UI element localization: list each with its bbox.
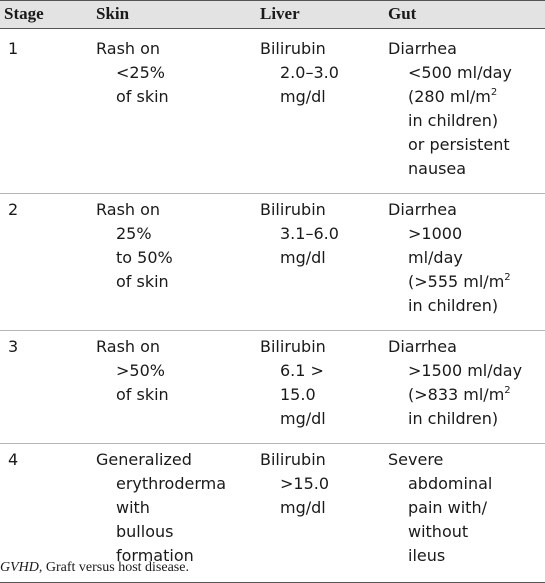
skin-line: bullous	[116, 522, 174, 541]
gut-line	[388, 383, 545, 407]
gut-line: in children)	[408, 409, 499, 428]
header-skin: Skin	[86, 1, 250, 29]
superscript: 2	[490, 86, 498, 98]
gut-line: ileus	[408, 546, 446, 565]
superscript: 2	[504, 384, 511, 396]
gut-line: Severe	[388, 450, 444, 469]
skin-cell	[86, 194, 250, 331]
gut-line-text: (>555 ml/m	[408, 272, 505, 291]
liver-line: Bilirubin	[260, 337, 326, 356]
skin-line: Generalized	[96, 450, 192, 469]
gut-cell	[378, 29, 545, 194]
stage-cell: 1	[0, 29, 86, 194]
table-footnote	[0, 560, 189, 576]
gut-line	[388, 85, 545, 109]
liver-line: Bilirubin	[260, 450, 326, 469]
gut-line: Diarrhea	[388, 337, 457, 356]
header-stage: Stage	[0, 1, 86, 29]
gut-line: abdominal	[408, 474, 493, 493]
skin-line: of skin	[116, 87, 169, 106]
header-gut: Gut	[378, 1, 545, 29]
stage-cell: 3	[0, 331, 86, 444]
liver-line: mg/dl	[280, 87, 326, 106]
liver-cell	[250, 29, 378, 194]
skin-line: erythroderma	[116, 474, 227, 493]
skin-line: Rash on	[96, 337, 161, 356]
skin-line: >50%	[116, 361, 165, 380]
liver-cell	[250, 331, 378, 444]
gut-line: Diarrhea	[388, 200, 457, 219]
skin-line: of skin	[116, 272, 169, 291]
liver-line: >15.0	[280, 474, 330, 493]
skin-line: of skin	[116, 385, 169, 404]
skin-line: Rash on	[96, 200, 161, 219]
gut-line: nausea	[408, 159, 467, 178]
liver-cell	[250, 194, 378, 331]
table-body	[0, 29, 545, 583]
footnote-text: , Graft versus host disease.	[38, 560, 189, 575]
liver-line: 6.1 >	[280, 361, 324, 380]
gut-cell	[378, 194, 545, 331]
skin-line: with	[116, 498, 150, 517]
gut-line	[388, 270, 545, 294]
gut-line: >1500 ml/day	[408, 361, 523, 380]
liver-line: Bilirubin	[260, 200, 326, 219]
liver-cell	[250, 444, 378, 583]
table-row	[0, 194, 545, 331]
gut-line: ml/day	[408, 248, 463, 267]
liver-line: 15.0	[280, 385, 316, 404]
table-row	[0, 331, 545, 444]
gut-line: in children)	[408, 111, 499, 130]
liver-line: 2.0–3.0	[280, 63, 339, 82]
liver-line: Bilirubin	[260, 39, 326, 58]
skin-line: 25%	[116, 224, 152, 243]
liver-line: mg/dl	[280, 248, 326, 267]
superscript: 2	[504, 271, 511, 283]
gut-line-text: (>833 ml/m	[408, 385, 505, 404]
skin-line: formation	[116, 546, 194, 565]
gut-cell	[378, 331, 545, 444]
gut-line: in children)	[408, 296, 499, 315]
skin-cell	[86, 331, 250, 444]
liver-line: mg/dl	[280, 409, 326, 428]
skin-line: to 50%	[116, 248, 173, 267]
gut-line: or persistent	[408, 135, 510, 154]
skin-line: <25%	[116, 63, 165, 82]
gut-line: >1000	[408, 224, 463, 243]
gut-line: pain with/	[408, 498, 487, 517]
header-liver: Liver	[250, 1, 378, 29]
liver-line: mg/dl	[280, 498, 326, 517]
table-row	[0, 29, 545, 194]
footnote-abbreviation: GVHD	[0, 560, 39, 575]
skin-cell	[86, 29, 250, 194]
gut-cell	[378, 444, 545, 583]
header-row	[0, 1, 545, 29]
gut-line: Diarrhea	[388, 39, 457, 58]
gut-line-text: (280 ml/m	[408, 87, 491, 106]
gut-line: without	[408, 522, 469, 541]
liver-line: 3.1–6.0	[280, 224, 339, 243]
table-header	[0, 1, 545, 29]
stage-cell: 4	[0, 444, 86, 583]
stage-cell: 2	[0, 194, 86, 331]
skin-line: Rash on	[96, 39, 161, 58]
gut-line: <500 ml/day	[408, 63, 512, 82]
